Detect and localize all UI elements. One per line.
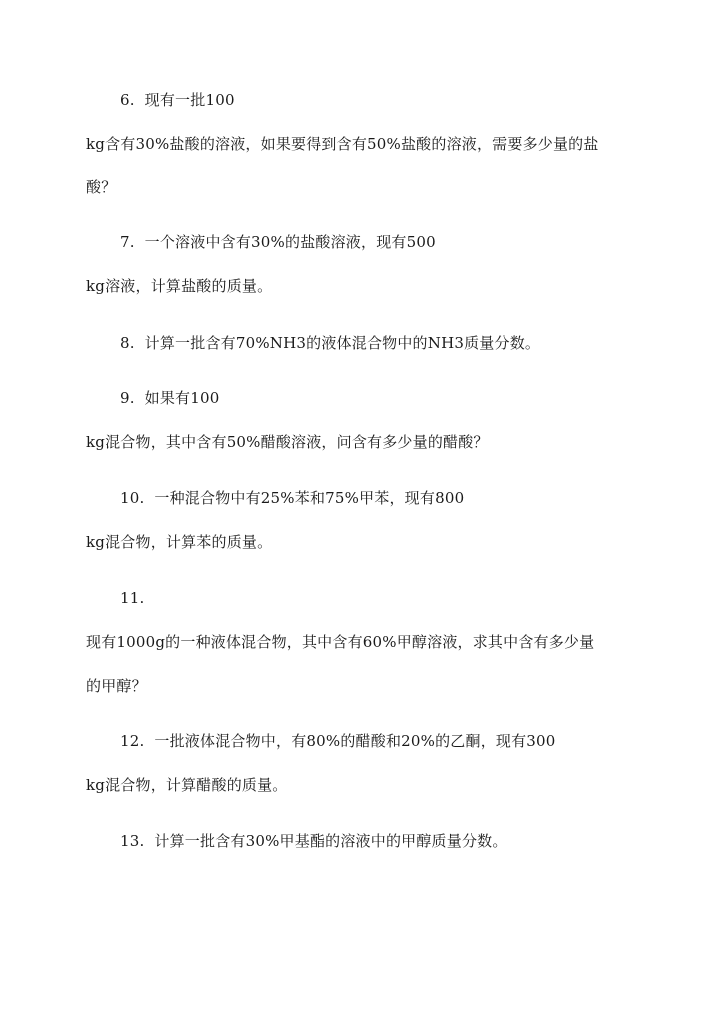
question-text: 计算一批含有70%NH3的液体混合物中的NH3质量分数。 <box>144 334 541 352</box>
question-number: 12. <box>120 732 145 750</box>
question-number: 10. <box>120 489 145 507</box>
question-12-first-line <box>120 731 556 751</box>
question-number: 7. <box>120 233 135 251</box>
question-11-line-3: 的甲醇？ <box>86 677 147 695</box>
question-7-first-line <box>120 232 436 252</box>
question-13-first-line <box>120 831 508 851</box>
question-number: 8. <box>120 334 135 352</box>
question-7-line-2: kg溶液，计算盐酸的质量。 <box>86 277 273 295</box>
question-12-line-2: kg混合物，计算醋酸的质量。 <box>86 776 288 794</box>
question-text: 一个溶液中含有30%的盐酸溶液，现有500 <box>144 233 436 251</box>
question-text: 一批液体混合物中，有80%的醋酸和20%的乙酮，现有300 <box>154 732 556 750</box>
question-11-line-2: 现有1000g的一种液体混合物，其中含有60%甲醇溶液，求其中含有多少量 <box>86 633 595 651</box>
question-6-first-line <box>120 90 235 110</box>
question-6-line-2: kg含有30%盐酸的溶液，如果要得到含有50%盐酸的溶液，需要多少量的盐 <box>86 135 599 153</box>
question-10-first-line <box>120 488 464 508</box>
question-number: 11. <box>120 589 145 607</box>
question-text: 现有一批100 <box>144 91 235 109</box>
question-9-first-line <box>120 388 220 408</box>
question-11-first-line <box>120 588 144 608</box>
question-text: 如果有100 <box>144 389 220 407</box>
question-text: 一种混合物中有25%苯和75%甲苯，现有800 <box>154 489 465 507</box>
question-number: 13. <box>120 832 145 850</box>
question-number: 9. <box>120 389 135 407</box>
question-8-first-line <box>120 333 540 353</box>
question-10-line-2: kg混合物，计算苯的质量。 <box>86 533 273 551</box>
question-6-line-3: 酸？ <box>86 178 117 196</box>
question-text: 计算一批含有30%甲基酯的溶液中的甲醇质量分数。 <box>154 832 508 850</box>
question-9-line-2: kg混合物，其中含有50%醋酸溶液，问含有多少量的醋酸？ <box>86 433 489 451</box>
question-number: 6. <box>120 91 135 109</box>
